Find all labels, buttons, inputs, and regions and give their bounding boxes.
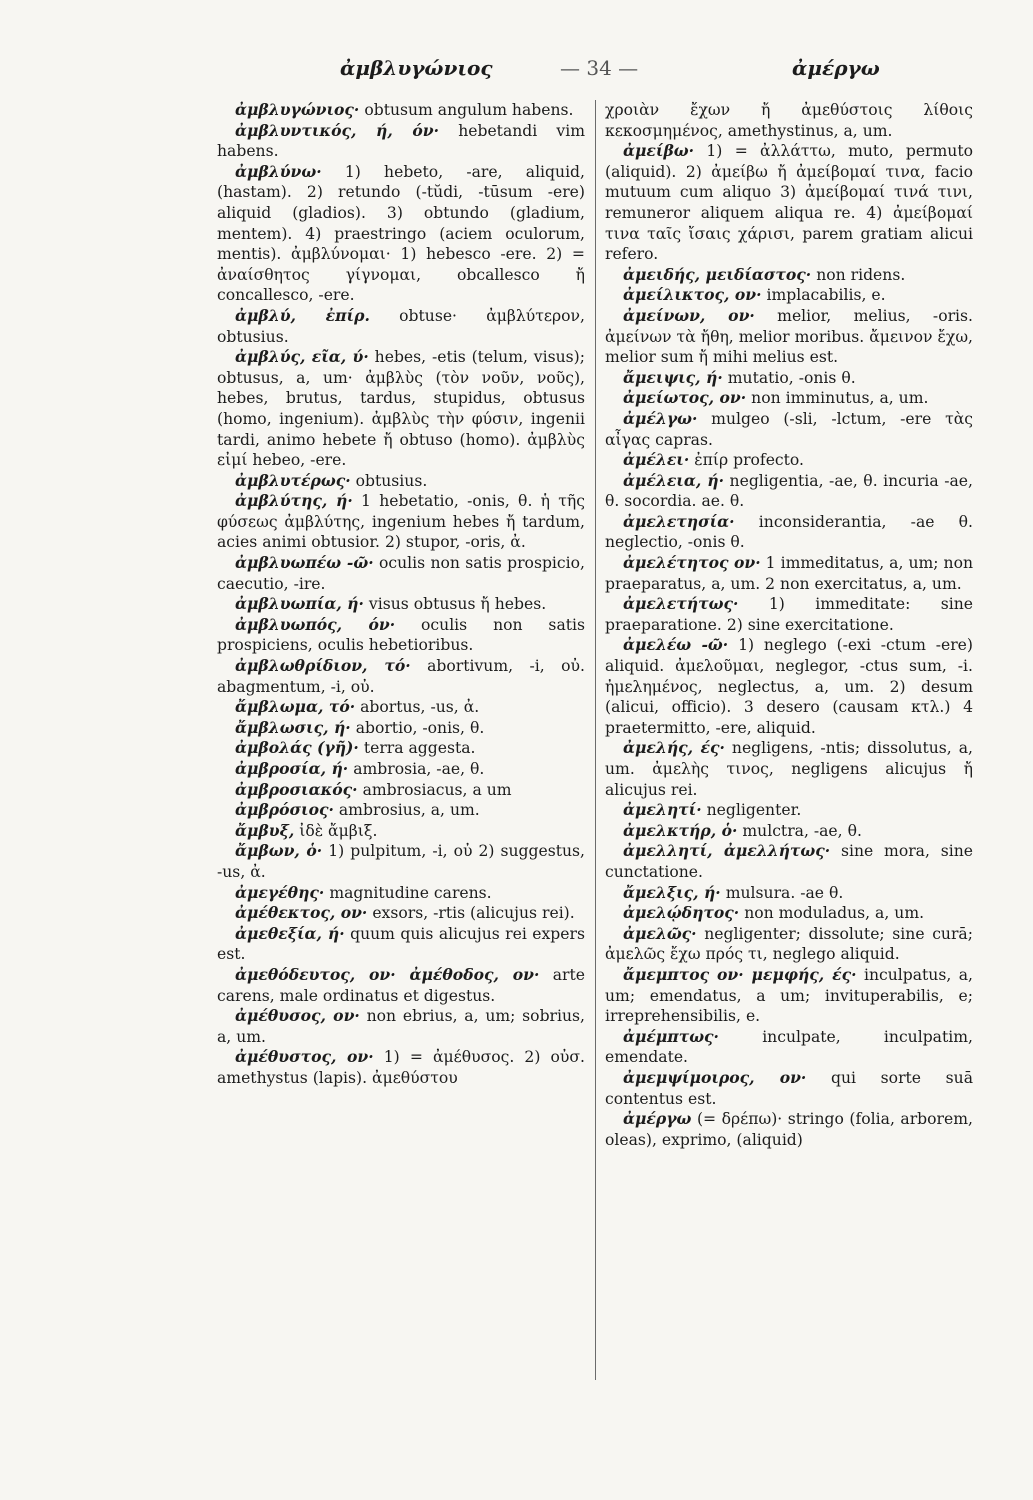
dictionary-entry — [217, 883, 585, 904]
dictionary-entry — [605, 883, 973, 904]
dictionary-entry — [605, 800, 973, 821]
entry-headword: ἀμέργω — [623, 1109, 692, 1129]
dictionary-entry — [605, 553, 973, 594]
entry-headword: ἀμβλυωπέω -ῶ· — [235, 553, 374, 573]
entry-headword: ἀμβλυντικός, ή, όν· — [235, 120, 440, 140]
dictionary-entry — [605, 285, 973, 306]
dictionary-entry — [217, 553, 585, 594]
entry-definition: qui sorte suā contentus est. — [605, 1068, 973, 1108]
running-head-left: ἀμβλυγώνιος — [340, 56, 493, 80]
dictionary-entry — [217, 697, 585, 718]
dictionary-entry — [605, 903, 973, 924]
entry-definition: non imminutus, a, um. — [751, 389, 929, 408]
entry-definition: negligens, -ntis; dissolutus, a, um. ἀμελὴς τινος, negligens alicujus ἤ alicujus rei. — [605, 739, 973, 799]
dictionary-entry — [217, 800, 585, 821]
entry-headword: ἀμέθεκτος, ον· — [235, 903, 368, 923]
entry-definition: mulctra, -ae, θ. — [742, 821, 862, 840]
dictionary-entry — [605, 306, 973, 368]
entry-definition: 1) neglego (-exi -ctum -ere) aliquid. ἀμελοῦμαι, neglegor, -ctus sum, -i. ἠμελημένος, neglectus, a, um. 2) desum (alicui, officio). 3 desero (causam κτλ.) 4 praetermitto, -ere, aliquid. — [605, 636, 973, 737]
entry-definition: 1) = ἀμέθυσος. 2) οὐσ. amethystus (lapis). ἀμεθύστου — [217, 1048, 585, 1087]
entry-definition: ambrosia, -ae, θ. — [353, 760, 485, 778]
page-number: — 34 — — [560, 56, 639, 80]
entry-definition: exsors, -rtis (alicujus rei). — [372, 904, 575, 923]
dictionary-entry — [217, 491, 585, 553]
entry-definition: 1) immeditate: sine praeparatione. 2) sine exercitatione. — [605, 595, 973, 634]
entry-headword: ἀμείλικτος, ον· — [623, 285, 762, 305]
entry-headword: ἄμειψις, ή· — [623, 367, 723, 387]
entry-headword: ἀμέμπτως· — [623, 1026, 719, 1046]
entry-headword: ἀμβροσία, ή· — [235, 759, 349, 778]
entry-definition: sine mora, sine cunctatione. — [605, 842, 973, 881]
entry-headword: ἀμβρόσιος· — [235, 800, 334, 820]
entry-headword: ἄμβων, ὁ· — [235, 841, 323, 861]
entry-definition: χροιὰν ἔχων ἤ ἀμεθύστοις λίθοις κεκοσμημένος, amethystinus, a, um. — [605, 101, 973, 140]
dictionary-entry — [217, 100, 585, 121]
entry-headword: ἀμεθόδευτος, ον· ἀμέθοδος, ον· — [235, 964, 540, 984]
entry-definition: implacabilis, e. — [766, 286, 886, 305]
entry-definition: negligenter; dissolute; sine curā; ἀμελῶς ἔχω πρός τι, neglego aliquid. — [605, 924, 973, 964]
entry-definition: abortio, -onis, θ. — [355, 718, 485, 737]
entry-definition: mulsura. -ae θ. — [725, 883, 844, 902]
entry-headword: ἀμελέτητος ον· — [623, 553, 761, 573]
dictionary-entry — [217, 162, 585, 306]
entry-headword: ἀμελής, ές· — [623, 738, 725, 758]
entry-definition: mutatio, -onis θ. — [727, 368, 856, 387]
entry-headword: ἄμβλωμα, τό· — [235, 697, 356, 717]
dictionary-entry — [605, 512, 973, 553]
dictionary-entry — [217, 306, 585, 347]
entry-headword: ἀμελῶς· — [623, 923, 697, 943]
dictionary-entry — [605, 388, 973, 409]
dictionary-entry — [217, 903, 585, 924]
entry-headword: ἄμβυξ, — [235, 820, 295, 840]
entry-headword: ἀμελητί· — [623, 800, 702, 820]
entry-definition: non ebrius, a, um; sobrius, a, um. — [217, 1007, 585, 1046]
entry-definition: 1 hebetatio, -onis, θ. ἡ τῆς φύσεως ἀμβλύτης, ingenium hebes ἤ tardum, acies animi obtusior. 2) stupor, -oris, ἀ. — [217, 492, 585, 552]
entry-headword: ἀμέλγω· — [623, 408, 698, 428]
entry-definition: visus obtusus ἤ hebes. — [368, 595, 547, 614]
entry-definition: obtusum angulum habens. — [364, 101, 574, 119]
entry-headword: ἀμεγέθης· — [235, 882, 325, 902]
dictionary-entry — [217, 759, 585, 780]
entry-definition: 1) pulpitum, -i, οὐ 2) suggestus, -us, ἀ. — [217, 842, 585, 881]
entry-definition: arte carens, male ordinatus et digestus. — [217, 965, 585, 1005]
left-column — [217, 100, 585, 1089]
entry-definition: mulgeo (-sli, -lctum, -ere τὰς αἶγας capras. — [605, 409, 973, 449]
entry-definition: inculpatus, a, um; emendatus, a um; invituperabilis, e; irreprehensibilis, e. — [605, 965, 973, 1026]
dictionary-entry — [217, 121, 585, 162]
entry-headword: ἀμέλει· — [623, 450, 690, 470]
running-head — [0, 56, 1033, 96]
entry-headword: ἀμεμψίμοιρος, ον· — [623, 1067, 807, 1087]
entry-definition: melior, melius, -oris. ἀμείνων τὰ ἤθη, melior moribus. ἄμεινον ἔχω, melior sum ἤ mihi melius est. — [605, 306, 973, 367]
dictionary-entry — [605, 450, 973, 471]
dictionary-entry — [217, 615, 585, 656]
entry-headword: ἀμβλυωπός, όν· — [235, 614, 396, 634]
entry-headword: ἀμειδής, μειδίαστος· — [623, 264, 812, 284]
dictionary-entry — [217, 656, 585, 697]
entry-definition: negligentia, -ae, θ. incuria -ae, θ. socordia. ae. θ. — [605, 471, 973, 511]
dictionary-entry — [605, 924, 973, 965]
dictionary-entry — [605, 141, 973, 265]
entry-definition: non ridens. — [816, 265, 906, 284]
running-head-right: ἀμέργω — [792, 56, 880, 80]
entry-headword: ἀμβλύτης, ή· — [235, 491, 353, 511]
dictionary-entry — [605, 100, 973, 141]
entry-definition: ἰδὲ ἄμβιξ. — [299, 821, 378, 840]
dictionary-entry — [217, 780, 585, 801]
entry-definition: inconsiderantia, -ae θ. neglectio, -onis θ. — [605, 512, 973, 552]
entry-headword: ἀμελῴδητος· — [623, 903, 740, 923]
entry-headword: ἀμελετησία· — [623, 511, 735, 531]
dictionary-entry — [217, 821, 585, 842]
entry-definition: terra aggesta. — [363, 739, 476, 758]
entry-definition: 1) hebeto, -are, aliquid, (hastam). 2) retundo (-tŭdi, -tūsum -ere) aliquid (gladios). 3) obtundo (gladium, mentem). 4) praestringo (aciem oculorum, mentis). ἀμβλύνομαι· 1) hebesco -ere. 2) = ἀναίσθητος γίγνομαι, obcallesco ἤ concallesco, -ere. — [217, 162, 585, 305]
entry-headword: ἀμελλητί, ἀμελλήτως· — [623, 841, 831, 861]
right-column — [605, 100, 973, 1150]
dictionary-entry — [605, 1068, 973, 1109]
entry-headword: ἀμέλεια, ή· — [623, 470, 725, 490]
dictionary-entry — [217, 594, 585, 615]
entry-definition: 1) = ἀλλάττω, muto, permuto (aliquid). 2) ἀμείβω ἤ ἀμείβομαί τινα, facio mutuum cum aliquo 3) ἀμείβομαί τινά τινι, remuneror aliquem aliqua re. 4) ἀμείβομαί τινα ταῖς ἴσαις χάρισι, parem gratiam alicui refero. — [605, 142, 973, 264]
dictionary-entry — [605, 635, 973, 738]
dictionary-entry — [217, 841, 585, 882]
dictionary-entry — [217, 347, 585, 471]
dictionary-entry — [605, 965, 973, 1027]
entry-headword: ἀμείβω· — [623, 141, 695, 161]
entry-definition: non moduladus, a, um. — [744, 904, 925, 923]
entry-headword: ἀμείωτος, ον· — [623, 388, 747, 408]
dictionary-entry — [217, 924, 585, 965]
entry-headword: ἀμβλωθρίδιον, τό· — [235, 656, 411, 676]
entry-definition: negligenter. — [706, 801, 802, 820]
entry-definition: abortus, -us, ἀ. — [360, 698, 480, 717]
entry-headword: ἀμείνων, ον· — [623, 305, 755, 325]
dictionary-entry — [605, 1109, 973, 1150]
dictionary-entry — [217, 965, 585, 1006]
entry-headword: ἀμβλυγώνιος· — [235, 100, 360, 119]
entry-headword: ἀμβλύς, εῖα, ύ· — [235, 347, 369, 367]
entry-definition: inculpate, inculpatim, emendate. — [605, 1027, 973, 1067]
entry-definition: oculis non satis prospicio, caecutio, -ire. — [217, 554, 585, 593]
entry-definition: 1 immeditatus, a, um; non praeparatus, a, um. 2 non exercitatus, a, um. — [605, 554, 973, 593]
entry-definition: obtuse· ἀμβλύτερον, obtusius. — [217, 306, 585, 346]
entry-definition: obtusius. — [355, 471, 428, 490]
entry-headword: ἀμβλύνω· — [235, 161, 322, 181]
entry-headword: ἀμέθυστος, ον· — [235, 1047, 374, 1067]
entry-headword: ἀμβροσιακός· — [235, 779, 358, 799]
entry-headword: ἀμέθυσος, ον· — [235, 1006, 360, 1026]
dictionary-entry — [605, 265, 973, 286]
dictionary-entry — [605, 594, 973, 635]
dictionary-entry — [217, 738, 585, 759]
entry-headword: ἄμβλωσις, ή· — [235, 717, 351, 737]
entry-definition: ἐπίρ profecto. — [694, 451, 805, 470]
dictionary-entry — [605, 409, 973, 450]
entry-headword: ἀμελκτήρ, ὁ· — [623, 820, 738, 840]
entry-headword: ἀμβλύ, ἐπίρ. — [235, 305, 370, 325]
dictionary-entry — [605, 821, 973, 842]
entry-definition: hebes, -etis (telum, visus); obtusus, a, um· ἀμβλὺς (τὸν νοῦν, νοῦς), hebes, brutus, tardus, stupidus, obtusus (homo, ingenium). ἀμβλὺς τὴν φύσιν, ingenii tardi, animo hebete ἤ obtuso (homo). ἀμβλὺς εἰμί hebeo, -ere. — [217, 348, 585, 470]
dictionary-entry — [605, 1027, 973, 1068]
entry-definition: magnitudine carens. — [329, 883, 492, 902]
entry-definition: ambrosius, a, um. — [338, 801, 480, 820]
dictionary-entry — [217, 1006, 585, 1047]
dictionary-entry — [605, 368, 973, 389]
entry-headword: ἀμελετήτως· — [623, 594, 739, 614]
entry-headword: ἄμεμπτος ον· μεμφής, ές· — [623, 964, 857, 984]
entry-headword: ἀμβλυωπία, ή· — [235, 594, 364, 614]
dictionary-entry — [605, 471, 973, 512]
entry-headword: ἀμελέω -ῶ· — [623, 635, 729, 655]
dictionary-entry — [217, 1047, 585, 1088]
entry-definition: ambrosiacus, a um — [362, 780, 512, 799]
dictionary-entry — [217, 471, 585, 492]
entry-definition: abortivum, -i, οὐ. abagmentum, -i, οὐ. — [217, 657, 585, 696]
entry-definition: hebetandi vim habens. — [217, 121, 585, 161]
entry-definition: oculis non satis prospiciens, oculis hebetioribus. — [217, 615, 585, 655]
entry-headword: ἀμεθεξία, ή· — [235, 923, 345, 943]
column-divider — [595, 100, 596, 1380]
dictionary-entry — [605, 841, 973, 882]
entry-definition: quum quis alicujus rei expers est. — [217, 924, 585, 964]
entry-headword: ἀμβλυτέρως· — [235, 470, 351, 490]
dictionary-entry — [605, 738, 973, 800]
dictionary-entry — [217, 718, 585, 739]
entry-headword: ἀμβολάς (γῆ)· — [235, 738, 359, 758]
entry-definition: (= δρέπω)· stringo (folia, arborem, oleas), exprimo, (aliquid) — [605, 1110, 973, 1149]
entry-headword: ἄμελξις, ή· — [623, 882, 721, 902]
